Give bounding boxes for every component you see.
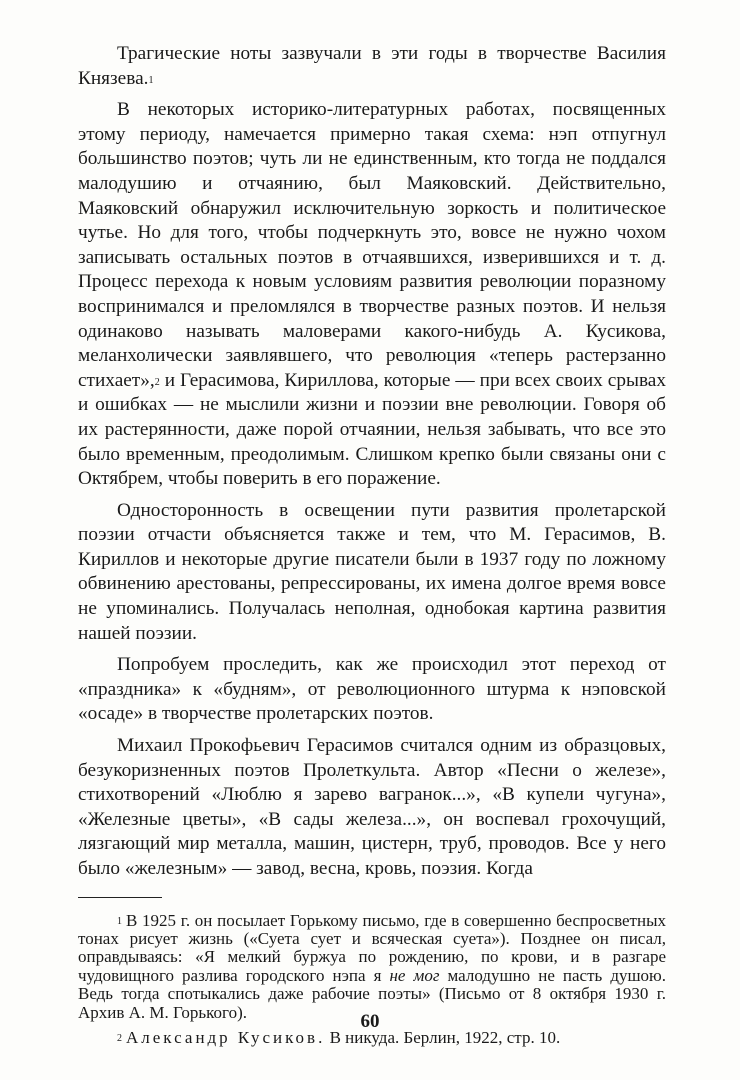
footnote-2-mark: 2 xyxy=(117,1033,122,1045)
footnote-ref-2[interactable]: 2 xyxy=(154,376,160,388)
paragraph-1 xyxy=(78,42,666,91)
page-number: 60 xyxy=(360,1011,380,1032)
paragraph-1-text: Трагические ноты зазвучали в эти годы в творчестве Василия Князева. xyxy=(78,43,666,89)
footnote-1-text-continued: малодушно не пасть душою. Ведь тогда спотыкались даже рабочие поэты» (Письмо от 8 октября 1930 г. Архив А. М. Горького). xyxy=(78,965,667,1022)
footnote-1 xyxy=(78,912,666,1022)
footnote-separator xyxy=(78,897,162,898)
footnote-1-text: В 1925 г. он посылает Горькому письмо, где в совершенно беспросветных тонах рисует жизнь («Суета сует и всяческая суета»). Позднее он писал, оправдываясь: «Я мелкий буржуа по рождению, по крови, и в разгаре чудовищного разлива городского нэпа я xyxy=(78,910,666,985)
paragraph-2-text-continued: и Герасимова, Кириллова, которые — при всех своих срывах и ошибках — не мыслили жизни и поэзии вне революции. Говоря об их растерянности, даже порой отчаянии, нельзя забывать, что все это было временным, преодолимым. Слишком крепко были связаны они с Октябрем, чтобы поверить в его поражение. xyxy=(78,369,666,490)
paragraph-4: Попробуем проследить, как же происходил этот переход от «праздника» к «будням», от революционного штурма к нэповской «осаде» в творчестве пролетарских поэтов. xyxy=(78,654,666,725)
footnote-1-mark: 1 xyxy=(117,915,122,927)
footnote-2-author: Александр Кусиков. xyxy=(126,1028,326,1048)
paragraph-5: Михаил Прокофьевич Герасимов считался одним из образцовых, безукоризненных поэтов Пролеткульта. Автор «Песни о железе», стихотворений «Люблю я зарево вагранок...», «В купели чугуна», «Железные цветы», «В сады железа...», он воспевал грохочущий, лязгающий мир металла, машин, цистерн, труб, проводов. Все у него было «железным» — завод, весна, кровь, поэзия. Когда xyxy=(78,735,666,879)
paragraph-2-text: В некоторых историко-литературных работах, посвященных этому периоду, намечается примерно такая схема: нэп отпугнул большинство поэтов; чуть ли не единственным, кто тогда не поддался малодушию и отчаянию, был Маяковский. Действительно, Маяковский обнаружил исключительную зоркость и политическое чутье. Но для того, чтобы подчеркнуть это, вовсе не нужно чохом записывать остальных поэтов в отчаявшихся, изверившихся и т. д. Процесс перехода к новым условиям развития революции поразному воспринимался и преломлялся в творчестве разных поэтов. И нельзя одинаково называть маловерами какого-нибудь А. Кусикова, меланхолически заявлявшего, что революция «теперь растерзанно стихает», xyxy=(78,99,666,391)
paragraph-2 xyxy=(78,98,666,492)
footnote-ref-1[interactable]: 1 xyxy=(148,74,154,86)
footnote-2-text: В никуда. Берлин, 1922, стр. 10. xyxy=(329,1028,561,1048)
page-body xyxy=(78,42,666,1047)
footnote-1-emphasis: не мог xyxy=(389,965,440,985)
paragraph-3: Односторонность в освещении пути развития пролетарской поэзии отчасти объясняется также и тем, что М. Герасимов, В. Кириллов и некоторые другие писатели были в 1937 году по ложному обвинению арестованы, репрессированы, их имена долгое время вовсе не упоминались. Получалась неполная, однобокая картина развития нашей поэзии. xyxy=(78,499,666,644)
